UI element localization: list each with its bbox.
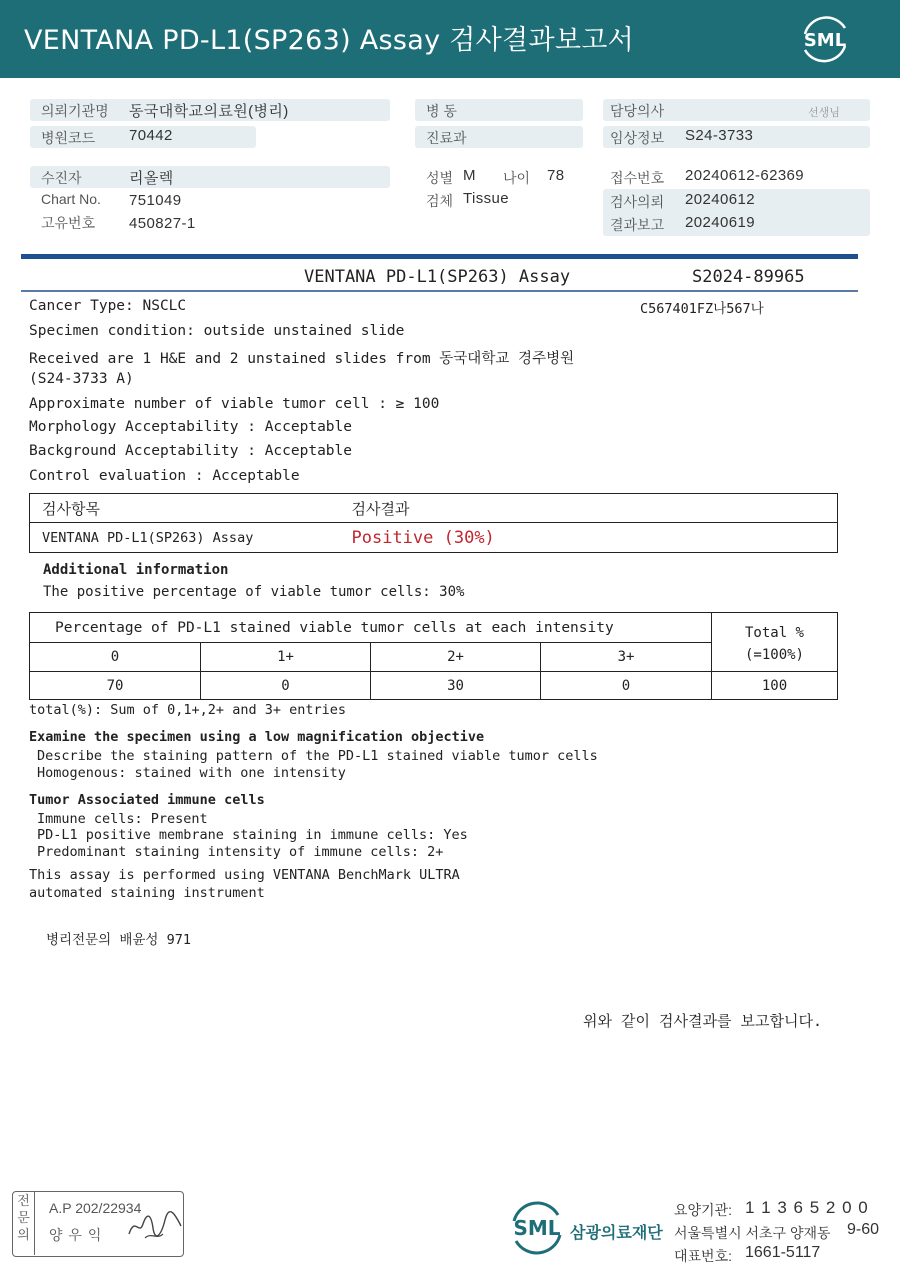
- pathologist: 병리전문의 배윤성 971: [46, 932, 191, 948]
- hospital-value: 동국대학교의료원(병리): [129, 103, 289, 120]
- assay-note-1: This assay is performed using VENTANA BenchMark ULTRA: [29, 867, 460, 883]
- request-label: 검사의뢰: [610, 194, 665, 210]
- specimen-condition: Specimen condition: outside unstained slide: [29, 323, 405, 339]
- immune-line-2: PD-L1 positive membrane staining in immune cells: Yes: [37, 827, 468, 843]
- intensity-val-2: 30: [371, 672, 541, 700]
- chart-value: 751049: [129, 192, 182, 209]
- patient-label: 수진자: [41, 170, 82, 186]
- report-date-label: 결과보고: [610, 217, 665, 233]
- stamp-side: [13, 1192, 35, 1255]
- chart-label: Chart No.: [41, 191, 101, 207]
- result-table: [29, 493, 838, 553]
- slide-id: (S24-3733 A): [29, 371, 134, 387]
- stamp-name: 양 우 익: [49, 1227, 103, 1243]
- logo-text: SML: [803, 30, 847, 51]
- sml-logo-icon: [795, 12, 855, 64]
- request-value: 20240612: [685, 191, 755, 208]
- pathologist-stamp: [12, 1191, 184, 1257]
- result-positive: Positive (30%): [340, 523, 838, 553]
- org-name: 삼광의료재단: [570, 1225, 663, 1242]
- stamp-license: A.P 202/22934: [49, 1200, 142, 1216]
- title-underline: [21, 290, 858, 292]
- age-label: 나이: [503, 170, 531, 186]
- hospital-label: 의뢰기관명: [41, 103, 109, 119]
- background: Background Acceptability : Acceptable: [29, 443, 353, 459]
- hospital-code-label: 병원코드: [41, 130, 96, 146]
- intensity-col-3: 3+: [541, 643, 712, 672]
- intensity-col-2: 2+: [371, 643, 541, 672]
- stamp-side-char-3: 의: [17, 1227, 30, 1242]
- reg-label: 요양기관:: [674, 1202, 732, 1218]
- report-date-value: 20240619: [685, 214, 755, 231]
- clinical-value: S24-3733: [685, 127, 754, 144]
- phone-value: 1661-5117: [745, 1244, 821, 1261]
- intensity-total: 100: [712, 672, 838, 700]
- total-header-line1: Total %: [744, 625, 804, 641]
- doctor-label: 담당의사: [610, 103, 665, 119]
- phone-label: 대표번호:: [674, 1248, 732, 1264]
- intensity-val-1: 0: [201, 672, 371, 700]
- hospital-code-value: 70442: [129, 127, 173, 144]
- total-header: [712, 613, 838, 672]
- receipt-value: 20240612-62369: [685, 167, 805, 184]
- reg-value: 1 1 3 6 5 2 0 0: [745, 1198, 869, 1217]
- report-title: VENTANA PD-L1(SP263) Assay 검사결과보고서: [24, 25, 634, 56]
- tumor-cell-count: Approximate number of viable tumor cell : ≥ 100: [29, 396, 440, 412]
- clinical-label: 임상정보: [610, 130, 665, 146]
- section-divider: [21, 254, 858, 259]
- total-header-line2: (=100%): [744, 647, 804, 663]
- sex-value: M: [463, 167, 476, 184]
- examine-line-2: Homogenous: stained with one intensity: [37, 765, 346, 781]
- patient-value: 리올렉: [129, 170, 174, 187]
- stamp-side-char-2: 문: [17, 1210, 30, 1225]
- examine-line-1: Describe the staining pattern of the PD-L1 stained viable tumor cells: [37, 748, 598, 764]
- intensity-title: Percentage of PD-L1 stained viable tumor cells at each intensity: [30, 613, 712, 643]
- specimen-value: Tissue: [463, 190, 510, 207]
- org-logo-text: SML: [513, 1216, 561, 1240]
- intensity-val-0: 70: [30, 672, 201, 700]
- sub-code: C567401FZ나567나: [640, 301, 764, 317]
- cancer-type: Cancer Type: NSCLC: [29, 298, 187, 314]
- ward-label: 병 동: [426, 103, 457, 119]
- case-number: S2024-89965: [692, 267, 805, 287]
- result-header-result: 검사결과: [340, 494, 838, 523]
- intensity-col-0: 0: [30, 643, 201, 672]
- report-header: [0, 0, 900, 78]
- assay-note-2: automated staining instrument: [29, 885, 265, 901]
- intensity-val-3: 0: [541, 672, 712, 700]
- morphology: Morphology Acceptability : Acceptable: [29, 419, 353, 435]
- org-logo-icon: [506, 1197, 568, 1257]
- intensity-table: [29, 612, 838, 700]
- intensity-col-1: 1+: [201, 643, 371, 672]
- stamp-side-char-1: 전: [17, 1193, 30, 1208]
- patient-row: [30, 166, 390, 188]
- closing-statement: 위와 같이 검사결과를 보고합니다.: [583, 1012, 822, 1030]
- assay-title: VENTANA PD-L1(SP263) Assay: [304, 267, 571, 287]
- signature-icon: [125, 1206, 185, 1246]
- specimen-label: 검체: [426, 193, 454, 209]
- sex-label: 성별: [426, 170, 454, 186]
- id-label: 고유번호: [41, 215, 96, 231]
- examine-title: Examine the specimen using a low magnification objective: [29, 729, 485, 745]
- immune-line-3: Predominant staining intensity of immune cells: 2+: [37, 844, 444, 860]
- additional-title: Additional information: [43, 562, 229, 578]
- dept-label: 진료과: [426, 130, 467, 146]
- id-value: 450827-1: [129, 215, 196, 232]
- doctor-suffix: 선생님: [808, 107, 840, 119]
- address-label: 서울특별시 서초구 양재동: [674, 1225, 831, 1241]
- additional-text: The positive percentage of viable tumor cells: 30%: [43, 584, 465, 600]
- address-number: 9-60: [847, 1221, 880, 1238]
- result-header-item: 검사항목: [30, 494, 340, 523]
- immune-line-1: Immune cells: Present: [37, 811, 208, 827]
- immune-title: Tumor Associated immune cells: [29, 792, 265, 808]
- received-slides: Received are 1 H&E and 2 unstained slides from 동국대학교 경주병원: [29, 351, 575, 367]
- result-item: VENTANA PD-L1(SP263) Assay: [30, 523, 340, 553]
- total-note: total(%): Sum of 0,1+,2+ and 3+ entries: [29, 702, 346, 718]
- receipt-label: 접수번호: [610, 170, 665, 186]
- age-value: 78: [547, 167, 565, 184]
- control-evaluation: Control evaluation : Acceptable: [29, 468, 300, 484]
